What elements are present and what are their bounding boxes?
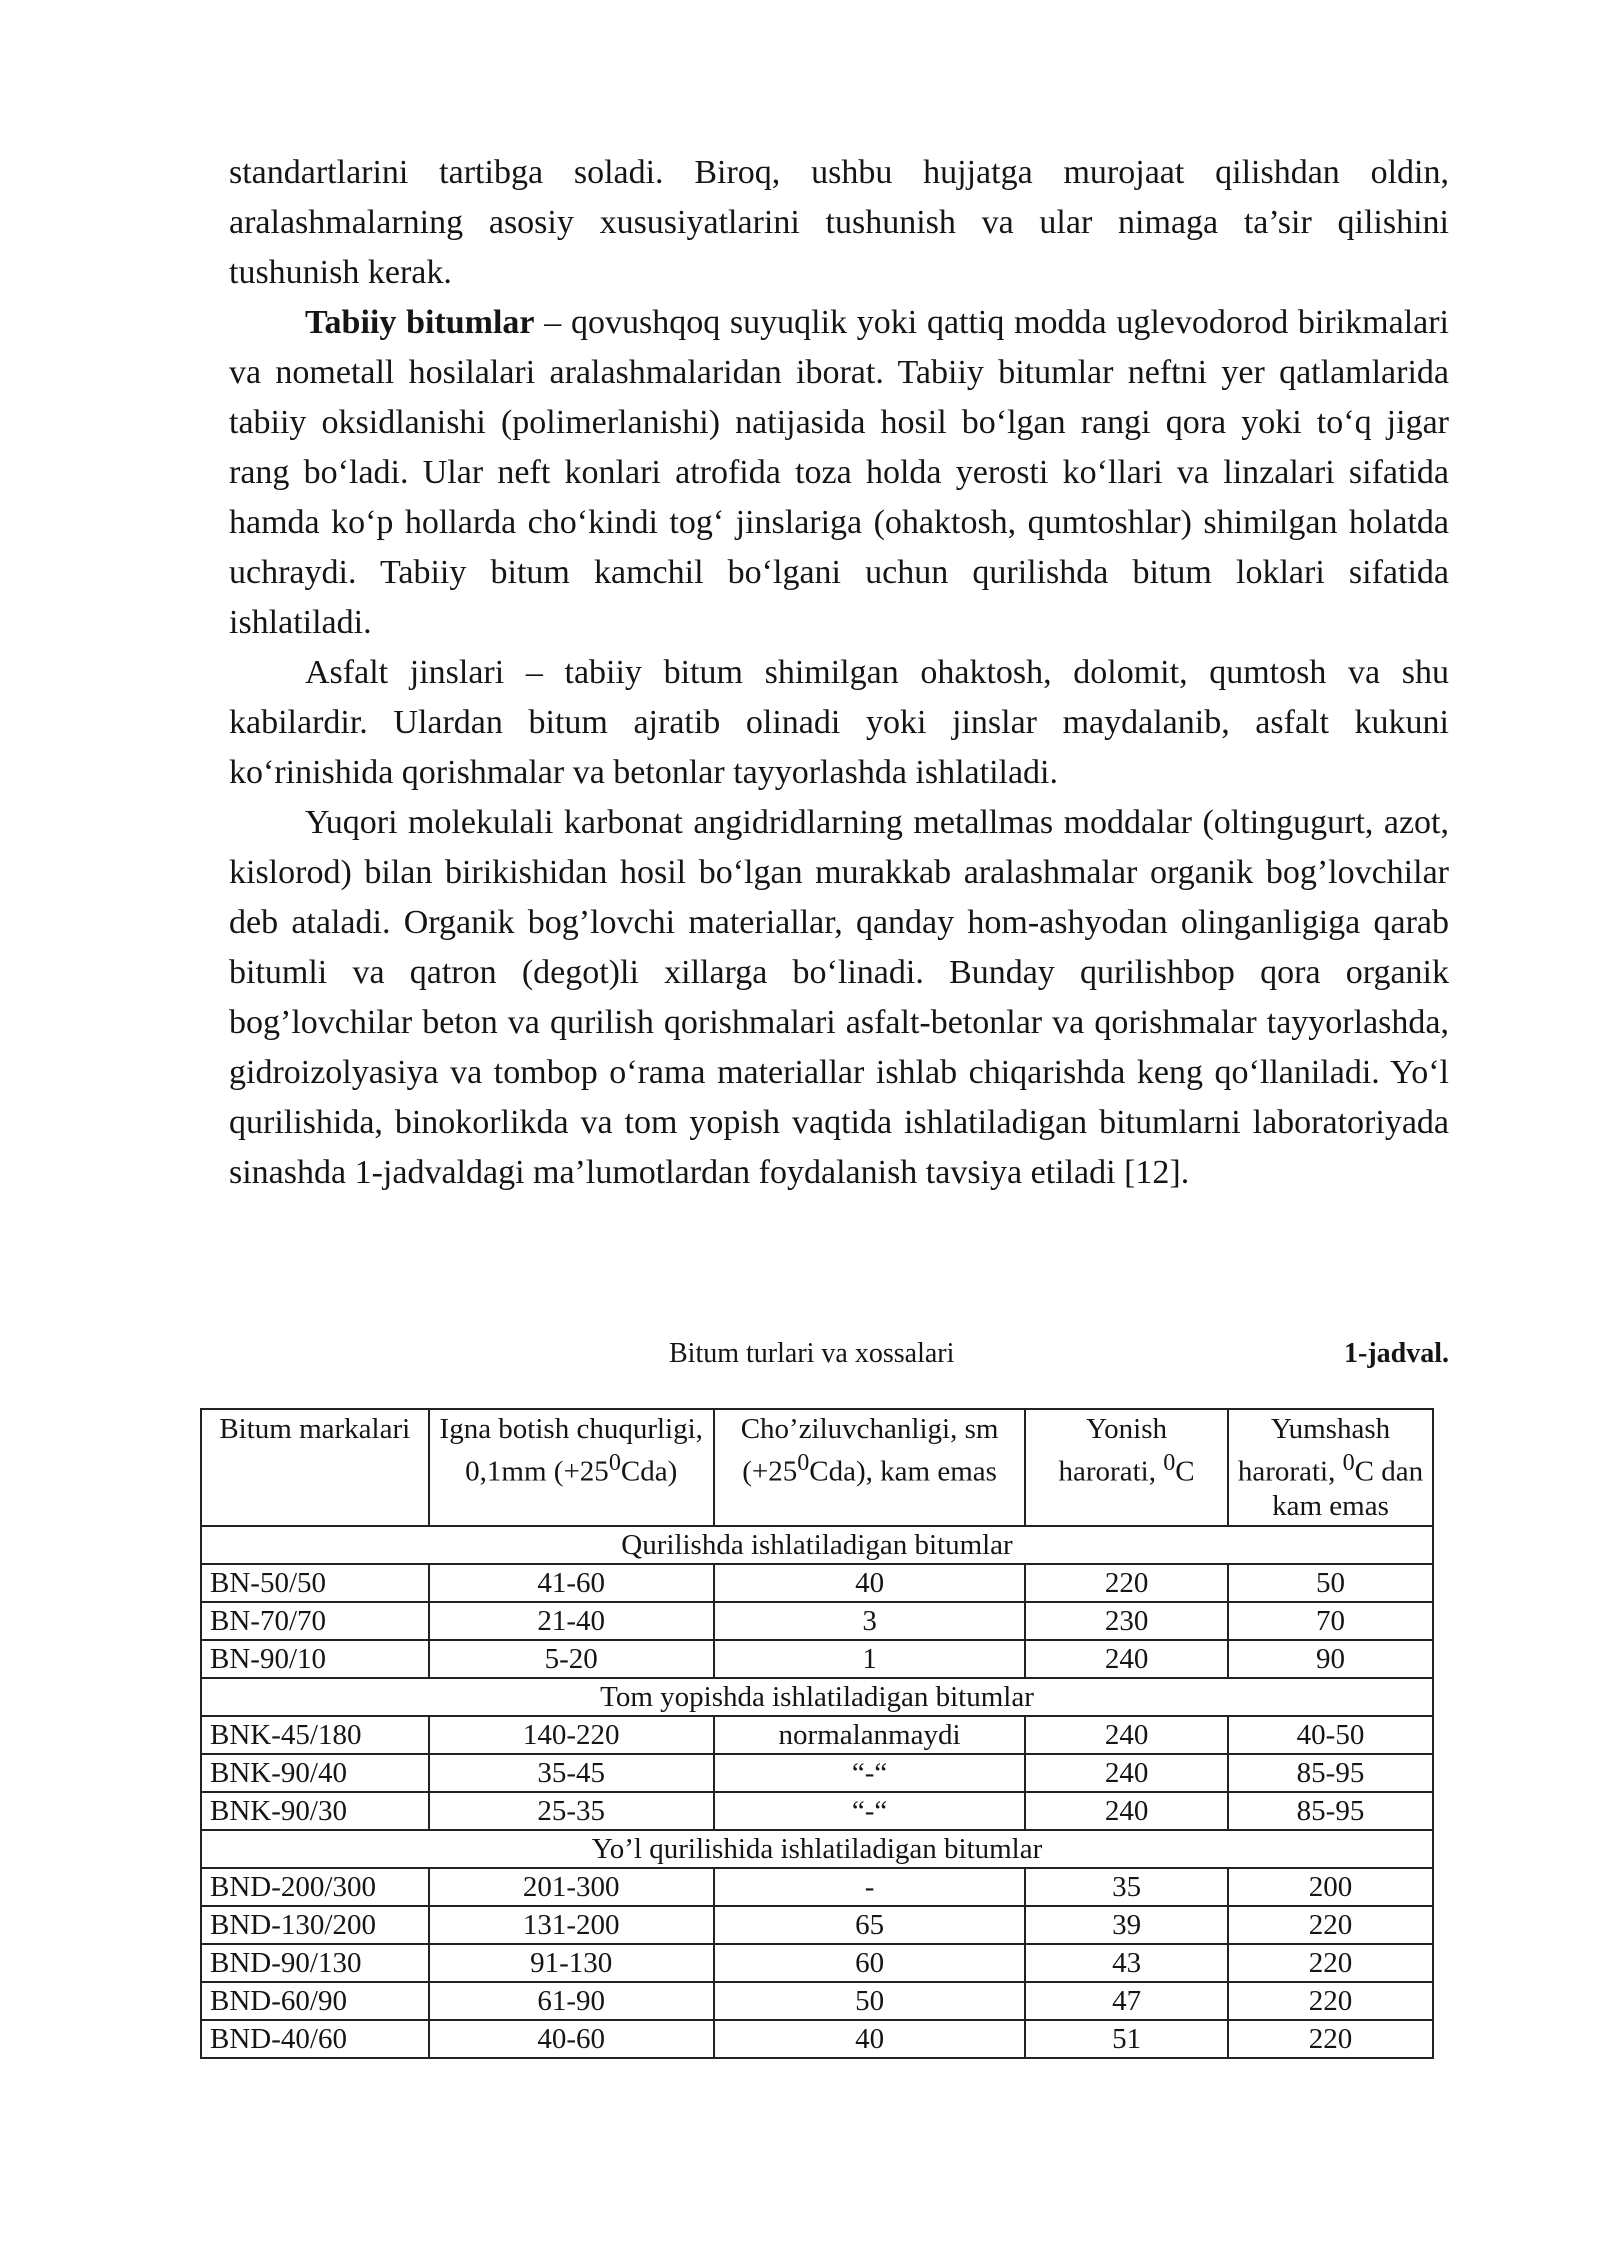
cell-softening-point: 90	[1228, 1640, 1433, 1678]
section-row-road	[201, 1830, 1433, 1868]
paragraph-natural-bitumen-text: – qovushqoq suyuqlik yoki qattiq modda uglevodorod birikmalari va nometall hosilalari aralashmalaridan iborat. Tabiiy bitumlar neftni yer qatlamlarida tabiiy oksidlanishi (polimerlanishi) natijasida hosil bo‘lgan rangi qora yoki to‘q jigar rang bo‘ladi. Ular neft konlari atrofida toza holda yerosti ko‘llari va linzalari sifatida hamda ko‘p hollarda cho‘kindi tog‘ jinslariga (ohaktosh, qumtoshlar) shimilgan holatda uchraydi. Tabiiy bitum kamchil bo‘lgani uchun qurilishda bitum loklari sifatida ishlatiladi.	[229, 304, 1449, 641]
table-row	[201, 1754, 1433, 1792]
table-row	[201, 1792, 1433, 1830]
header-flash-point: Yonish harorati, $^0$C	[1025, 1409, 1228, 1526]
cell-ductility: “-“	[714, 1792, 1025, 1830]
cell-flash-point: 240	[1025, 1792, 1228, 1830]
cell-grade: BNK-90/30	[201, 1792, 429, 1830]
cell-penetration: 25-35	[429, 1792, 714, 1830]
cell-grade: BN-70/70	[201, 1602, 429, 1640]
cell-flash-point: 47	[1025, 1982, 1228, 2020]
cell-softening-point: 220	[1228, 2020, 1433, 2058]
table-row	[201, 1564, 1433, 1602]
cell-ductility: 60	[714, 1944, 1025, 1982]
cell-grade: BNK-45/180	[201, 1716, 429, 1754]
table-caption	[229, 1338, 1449, 1382]
bitumen-properties-table	[200, 1408, 1434, 2059]
cell-grade: BND-200/300	[201, 1868, 429, 1906]
document-body	[229, 148, 1449, 1198]
cell-flash-point: 39	[1025, 1906, 1228, 1944]
cell-grade: BND-130/200	[201, 1906, 429, 1944]
term-natural-bitumen: Tabiiy bitumlar	[305, 304, 535, 341]
cell-softening-point: 70	[1228, 1602, 1433, 1640]
paragraph-natural-bitumen	[229, 298, 1449, 648]
section-title: Yo’l qurilishida ishlatiladigan bitumlar	[201, 1830, 1433, 1868]
cell-ductility: 40	[714, 2020, 1025, 2058]
table-row	[201, 1906, 1433, 1944]
cell-ductility: -	[714, 1868, 1025, 1906]
cell-grade: BND-40/60	[201, 2020, 429, 2058]
cell-flash-point: 51	[1025, 2020, 1228, 2058]
table-header-row	[201, 1409, 1433, 1526]
table-title: Bitum turlari va xossalari	[669, 1338, 955, 1369]
cell-ductility: 65	[714, 1906, 1025, 1944]
cell-flash-point: 240	[1025, 1754, 1228, 1792]
header-ductility: Cho’ziluvchanligi, sm $(+25^0Cda)$, kam emas	[714, 1409, 1025, 1526]
section-title: Tom yopishda ishlatiladigan bitumlar	[201, 1678, 1433, 1716]
cell-softening-point: 200	[1228, 1868, 1433, 1906]
table-number: 1-jadval.	[1344, 1338, 1449, 1369]
cell-softening-point: 220	[1228, 1906, 1433, 1944]
cell-grade: BN-50/50	[201, 1564, 429, 1602]
section-row-roofing	[201, 1678, 1433, 1716]
cell-penetration: 131-200	[429, 1906, 714, 1944]
cell-flash-point: 43	[1025, 1944, 1228, 1982]
cell-penetration: 35-45	[429, 1754, 714, 1792]
table-row	[201, 1868, 1433, 1906]
cell-flash-point: 35	[1025, 1868, 1228, 1906]
cell-ductility: normalanmaydi	[714, 1716, 1025, 1754]
table-row	[201, 1640, 1433, 1678]
cell-softening-point: 50	[1228, 1564, 1433, 1602]
cell-ductility: 3	[714, 1602, 1025, 1640]
cell-flash-point: 230	[1025, 1602, 1228, 1640]
table-row	[201, 1716, 1433, 1754]
cell-grade: BNK-90/40	[201, 1754, 429, 1792]
section-row-construction	[201, 1526, 1433, 1564]
cell-softening-point: 220	[1228, 1982, 1433, 2020]
cell-ductility: 1	[714, 1640, 1025, 1678]
header-softening-point: Yumshash harorati, $^0$C dan kam emas	[1228, 1409, 1433, 1526]
cell-penetration: 5-20	[429, 1640, 714, 1678]
cell-penetration: 91-130	[429, 1944, 714, 1982]
table-row	[201, 2020, 1433, 2058]
cell-penetration: 40-60	[429, 2020, 714, 2058]
header-bitumen-grades: Bitum markalari	[201, 1409, 429, 1526]
cell-ductility: “-“	[714, 1754, 1025, 1792]
cell-penetration: 201-300	[429, 1868, 714, 1906]
cell-softening-point: 85-95	[1228, 1754, 1433, 1792]
cell-ductility: 40	[714, 1564, 1025, 1602]
table-row	[201, 1602, 1433, 1640]
paragraph-asphalt-rocks: Asfalt jinslari – tabiiy bitum shimilgan ohaktosh, dolomit, qumtosh va shu kabilardir. Ulardan bitum ajratib olinadi yoki jinslar maydalanib, asfalt kukuni ko‘rinishida qorishmalar va betonlar tayyorlashda ishlatiladi.	[229, 654, 1449, 791]
cell-flash-point: 220	[1025, 1564, 1228, 1602]
cell-softening-point: 220	[1228, 1944, 1433, 1982]
cell-flash-point: 240	[1025, 1640, 1228, 1678]
cell-grade: BND-60/90	[201, 1982, 429, 2020]
cell-grade: BND-90/130	[201, 1944, 429, 1982]
header-needle-penetration: Igna botish chuqurligi, 0,1mm $(+25^0Cda)$	[429, 1409, 714, 1526]
cell-softening-point: 85-95	[1228, 1792, 1433, 1830]
cell-penetration: 140-220	[429, 1716, 714, 1754]
paragraph-organic-binders: Yuqori molekulali karbonat angidridlarning metallmas moddalar (oltingugurt, azot, kislorod) bilan birikishidan hosil bo‘lgan murakkab aralashmalar organik bog’lovchilar deb ataladi. Organik bog’lovchi materiallar, qanday hom-ashyodan olinganligiga qarab bitumli va qatron (degot)li xillarga bo‘linadi. Bunday qurilishbop qora organik bog’lovchilar beton va qurilish qorishmalari asfalt-betonlar va qorishmalar tayyorlashda, gidroizolyasiya va tombop o‘rama materiallar ishlab chiqarishda keng qo‘llaniladi. Yo‘l qurilishida, binokorlikda va tom yopish vaqtida ishlatiladigan bitumlarni laboratoriyada sinashda 1-jadvaldagi ma’lumotlardan foydalanish tavsiya etiladi [12].	[229, 804, 1449, 1191]
cell-ductility: 50	[714, 1982, 1025, 2020]
cell-penetration: 41-60	[429, 1564, 714, 1602]
cell-penetration: 61-90	[429, 1982, 714, 2020]
cell-softening-point: 40-50	[1228, 1716, 1433, 1754]
table-row	[201, 1982, 1433, 2020]
table-row	[201, 1944, 1433, 1982]
paragraph-1: standartlarini tartibga soladi. Biroq, ushbu hujjatga murojaat qilishdan oldin, aralashmalarning asosiy xususiyatlarini tushunish va ular nimaga ta’sir qilishini tushunish kerak.	[229, 154, 1449, 291]
cell-flash-point: 240	[1025, 1716, 1228, 1754]
cell-grade: BN-90/10	[201, 1640, 429, 1678]
cell-penetration: 21-40	[429, 1602, 714, 1640]
section-title: Qurilishda ishlatiladigan bitumlar	[201, 1526, 1433, 1564]
